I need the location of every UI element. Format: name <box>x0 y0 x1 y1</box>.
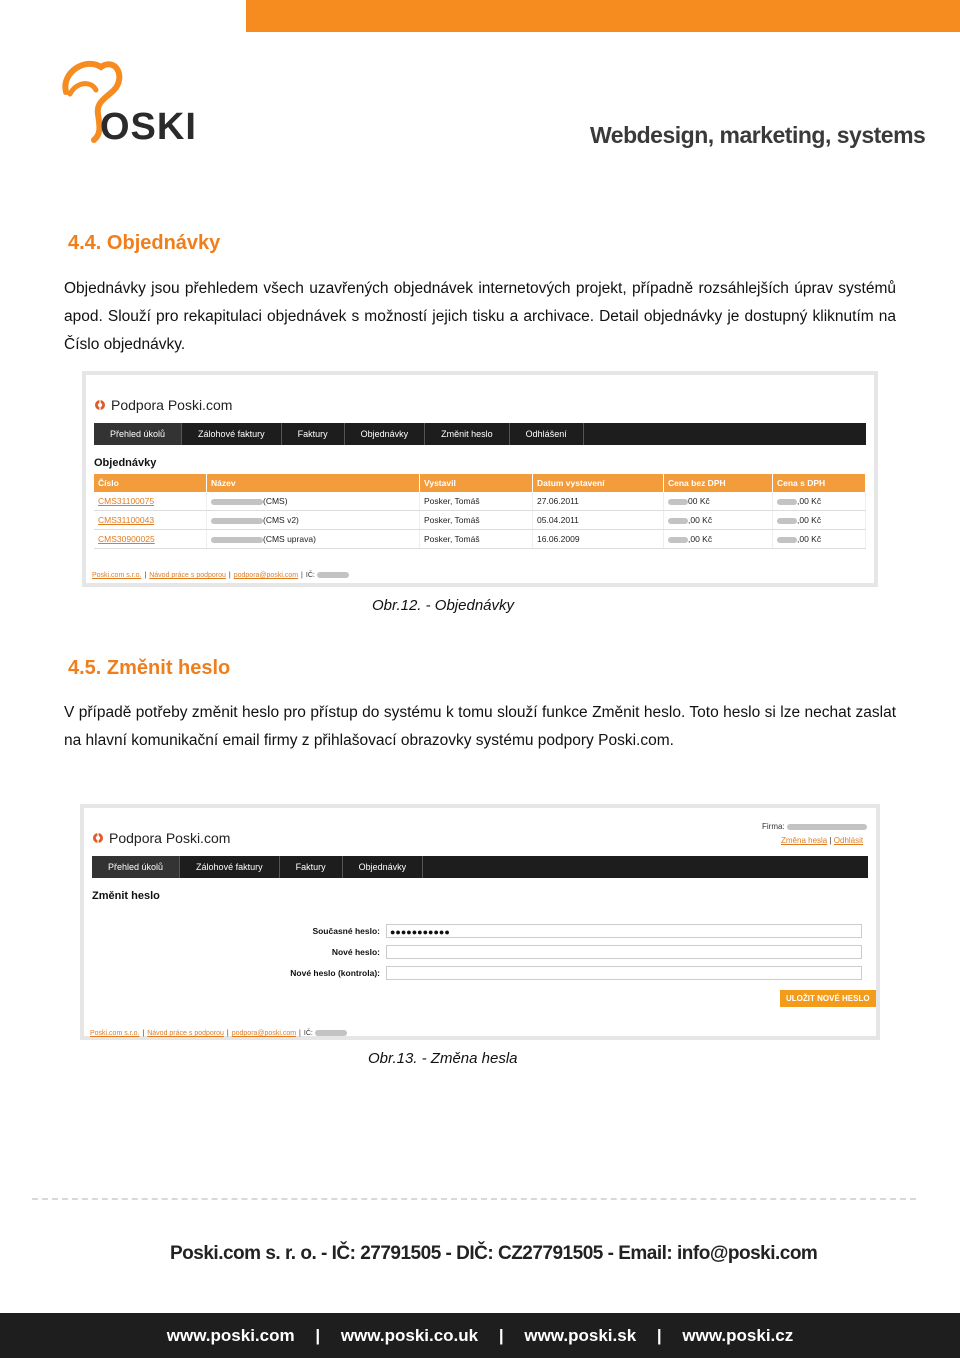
nav-invoices[interactable]: Faktury <box>282 423 345 445</box>
section-heading-password: 4.5. Změnit heslo <box>68 657 231 679</box>
site-separator: | <box>656 1325 662 1345</box>
blurred-text <box>317 572 349 578</box>
footer-company-link[interactable]: Poski.com s.r.o. <box>92 572 142 579</box>
order-number-link[interactable]: CMS31100075 <box>98 496 155 506</box>
footer-email-link[interactable]: podpora@poski.com <box>233 572 299 579</box>
app-header <box>92 830 230 846</box>
table-header-row <box>94 474 866 492</box>
app-title: Podpora Poski.com <box>111 397 233 413</box>
order-gross: ,00 Kč <box>797 534 822 544</box>
order-gross: ,00 Kč <box>797 515 822 525</box>
link-logout[interactable]: Odhlásit <box>833 836 864 845</box>
blurred-text <box>777 499 797 505</box>
current-password-input[interactable]: ●●●●●●●●●●● <box>386 924 862 938</box>
website-list <box>159 1326 801 1346</box>
nav-change-password[interactable]: Změnit heslo <box>425 423 510 445</box>
table-row <box>94 492 866 511</box>
nav-advance-invoices[interactable]: Zálohové faktury <box>180 856 280 878</box>
nav-orders[interactable]: Objednávky <box>343 856 424 878</box>
blurred-text <box>211 537 263 543</box>
tagline: Webdesign, marketing, systems <box>590 122 926 148</box>
orders-screenshot <box>82 371 878 587</box>
screenshot-footer: Poski.com s.r.o. | Návod práce s podporou | podpora@poski.com | IČ: <box>92 572 349 579</box>
figure-caption-12: Obr.12. - Objednávky <box>372 597 515 614</box>
app-header <box>94 397 232 413</box>
change-password-title: Změnit heslo <box>92 890 160 902</box>
footer-company-link[interactable]: Poski.com s.r.o. <box>90 1030 140 1037</box>
col-name: Název <box>207 474 420 492</box>
nav-logout[interactable]: Odhlášení <box>510 423 584 445</box>
footer-ic: IČ: <box>303 1030 313 1037</box>
col-net: Cena bez DPH <box>664 474 773 492</box>
password-screenshot <box>80 804 880 1040</box>
site-link-cz[interactable]: www.poski.cz <box>682 1325 794 1345</box>
order-author: Posker, Tomáš <box>420 530 533 549</box>
orders-table <box>94 474 866 549</box>
nav-tasks[interactable]: Přehled úkolů <box>94 423 182 445</box>
order-author: Posker, Tomáš <box>420 492 533 511</box>
order-net: ,00 Kč <box>688 515 713 525</box>
order-net: 00 Kč <box>688 496 710 506</box>
order-net: ,00 Kč <box>688 534 713 544</box>
blurred-text <box>777 537 797 543</box>
top-links: Změna hesla | Odhlásit <box>781 836 864 845</box>
nav-orders[interactable]: Objednávky <box>345 423 426 445</box>
link-change-password[interactable]: Změna hesla <box>781 836 828 845</box>
current-password-label: Současné heslo: <box>312 926 380 936</box>
section-heading-orders: 4.4. Objednávky <box>68 232 221 254</box>
site-separator: | <box>315 1325 321 1345</box>
lifebuoy-icon <box>94 399 106 411</box>
order-author: Posker, Tomáš <box>420 511 533 530</box>
order-gross: ,00 Kč <box>797 496 822 506</box>
table-row <box>94 530 866 549</box>
footer-guide-link[interactable]: Návod práce s podporou <box>149 572 226 579</box>
order-date: 05.04.2011 <box>533 511 664 530</box>
blurred-text <box>668 537 688 543</box>
order-name: (CMS uprava) <box>263 534 316 544</box>
nav-invoices[interactable]: Faktury <box>280 856 343 878</box>
figure-caption-13: Obr.13. - Změna hesla <box>368 1050 518 1067</box>
screenshot-footer: Poski.com s.r.o. | Návod práce s podporou | podpora@poski.com | IČ: <box>90 1030 347 1037</box>
col-author: Vystavil <box>420 474 533 492</box>
password-paragraph: V případě potřeby změnit heslo pro přístup do systému k tomu slouží funkce Změnit heslo. Toto heslo si lze nechat zaslat na hlavní komunikační email firmy z přihlašovací obrazovky systému podpory Poski.com. <box>64 704 896 749</box>
blurred-text <box>777 518 797 524</box>
blurred-text <box>668 518 688 524</box>
divider <box>32 1198 916 1200</box>
confirm-password-label: Nové heslo (kontrola): <box>290 968 380 978</box>
new-password-label: Nové heslo: <box>331 947 380 957</box>
order-date: 27.06.2011 <box>533 492 664 511</box>
footer-guide-link[interactable]: Návod práce s podporou <box>147 1030 224 1037</box>
confirm-password-input[interactable] <box>386 966 862 980</box>
firma-label: Firma: <box>762 822 867 831</box>
site-link-couk[interactable]: www.poski.co.uk <box>340 1325 479 1345</box>
nav-tasks[interactable]: Přehled úkolů <box>92 856 180 878</box>
blurred-text <box>211 499 263 505</box>
col-date: Datum vystavení <box>533 474 664 492</box>
order-date: 16.06.2009 <box>533 530 664 549</box>
nav-advance-invoices[interactable]: Zálohové faktury <box>182 423 282 445</box>
order-number-link[interactable]: CMS31100043 <box>98 515 155 525</box>
company-contact: Poski.com s. r. o. - IČ: 27791505 - DIČ: CZ27791505 - Email: info@poski.com <box>170 1243 818 1264</box>
logo-text: OSKI <box>100 106 197 148</box>
col-number: Číslo <box>94 474 207 492</box>
site-link-com[interactable]: www.poski.com <box>166 1325 295 1345</box>
site-link-sk[interactable]: www.poski.sk <box>524 1325 637 1345</box>
new-password-input[interactable] <box>386 945 862 959</box>
orders-paragraph: Objednávky jsou přehledem všech uzavřených objednávek internetových projekt, případně rozsáhlejších úprav systémů apod. Slouží pro rekapitulaci objednávek s možností jejich tisku a archivace. Detail objednávky je dostupný kliknutím na Číslo objednávky. <box>64 280 896 353</box>
main-nav <box>92 856 868 878</box>
table-row <box>94 511 866 530</box>
order-name: (CMS v2) <box>263 515 299 525</box>
blurred-text <box>315 1030 347 1036</box>
orders-title: Objednávky <box>94 457 157 469</box>
lifebuoy-icon <box>92 832 104 844</box>
footer-ic: IČ: <box>305 572 315 579</box>
blurred-text <box>211 518 263 524</box>
order-number-link[interactable]: CMS30900025 <box>98 534 155 544</box>
col-gross: Cena s DPH <box>773 474 866 492</box>
website-bar <box>0 1313 960 1358</box>
blurred-text <box>668 499 688 505</box>
main-nav <box>94 423 866 445</box>
top-orange-bar <box>246 0 960 32</box>
order-name: (CMS) <box>263 496 288 506</box>
save-password-button[interactable]: ULOŽIT NOVÉ HESLO <box>780 990 876 1007</box>
app-title: Podpora Poski.com <box>109 830 231 846</box>
footer-email-link[interactable]: podpora@poski.com <box>231 1030 297 1037</box>
site-separator: | <box>498 1325 504 1345</box>
